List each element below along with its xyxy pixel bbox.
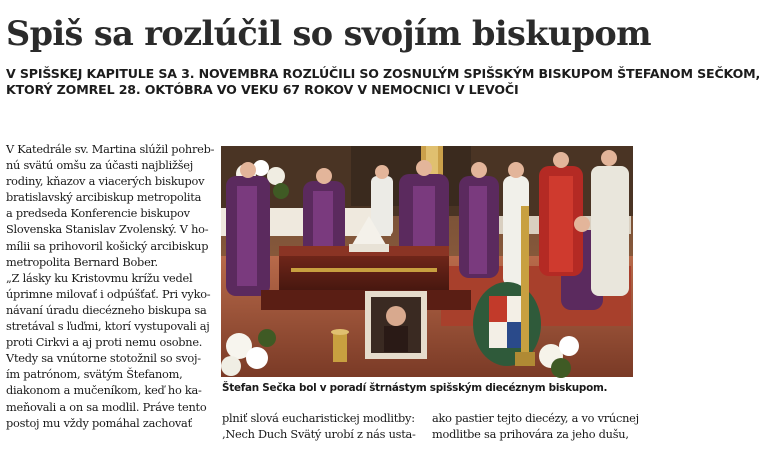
body-line: proti Cirkvi a aj proti nemu osobne.: [6, 335, 203, 350]
photo-caption: Štefan Sečka bol v poradí štrnástym spišským diecéznym biskupom.: [222, 382, 608, 394]
body-line: ako pastier tejto diecézy, a vo vrúcnej: [432, 411, 639, 425]
body-line: plniť slová eucharistickej modlitby:: [222, 411, 415, 425]
body-line: modlitbe sa prihovára za jeho dušu,: [432, 427, 629, 442]
body-line: mílii sa prihovoril košický arcibiskup: [6, 238, 209, 253]
body-line: V Katedrále sv. Martina slúžil pohreb-: [6, 142, 215, 156]
body-line: stretával s ľuďmi, ktorí vystupovali aj: [6, 319, 210, 334]
body-line: metropolita Bernard Bober.: [6, 254, 158, 269]
article-column-2: [222, 410, 422, 442]
body-line: úprimne milovať i odpúšťať. Pri vyko-: [6, 286, 211, 301]
article-headline: Spiš sa rozlúčil so svojím biskupom: [6, 14, 651, 53]
body-line: Vtedy sa vnútorne stotožnil so svoj-: [6, 351, 201, 366]
body-line: meňovali a on sa modlil. Práve tento: [6, 399, 207, 414]
body-line: nú svätú omšu za účasti najbližšej: [6, 158, 194, 173]
article-column-3: [432, 410, 637, 442]
body-line: ím patrónom, svätým Štefanom,: [6, 367, 183, 382]
body-line: diakonom a mučeníkom, keď ho ka-: [6, 383, 202, 398]
body-line: rodiny, kňazov a viacerých biskupov: [6, 174, 205, 189]
body-line: „Z lásky ku Kristovmu krížu vedel: [6, 270, 193, 285]
lead-line-2: KTORÝ ZOMREL 28. OKTÓBRA VO VEKU 67 ROKOV V NEMOCNICI V LEVOČI: [6, 82, 519, 97]
body-line: postoj mu vždy pomáhal zachovať: [6, 415, 192, 430]
article-lead: [6, 66, 760, 98]
lead-line-1: V SPIŠSKEJ KAPITULE SA 3. NOVEMBRA ROZLÚČILI SO ZOSNULÝM SPIŠSKÝM BISKUPOM ŠTEFANOM SEČKOM,: [6, 66, 760, 81]
funeral-photo: [221, 146, 633, 377]
body-line: Slovenska Stanislav Zvolenský. V ho-: [6, 222, 209, 237]
body-line: návaní úradu diecézneho biskupa sa: [6, 302, 207, 317]
body-line: a predseda Konferencie biskupov: [6, 206, 190, 221]
body-line: ‚Nech Duch Svätý urobí z nás usta-: [222, 427, 416, 442]
body-line: bratislavský arcibiskup metropolita: [6, 190, 202, 205]
article-column-1: [6, 141, 218, 431]
